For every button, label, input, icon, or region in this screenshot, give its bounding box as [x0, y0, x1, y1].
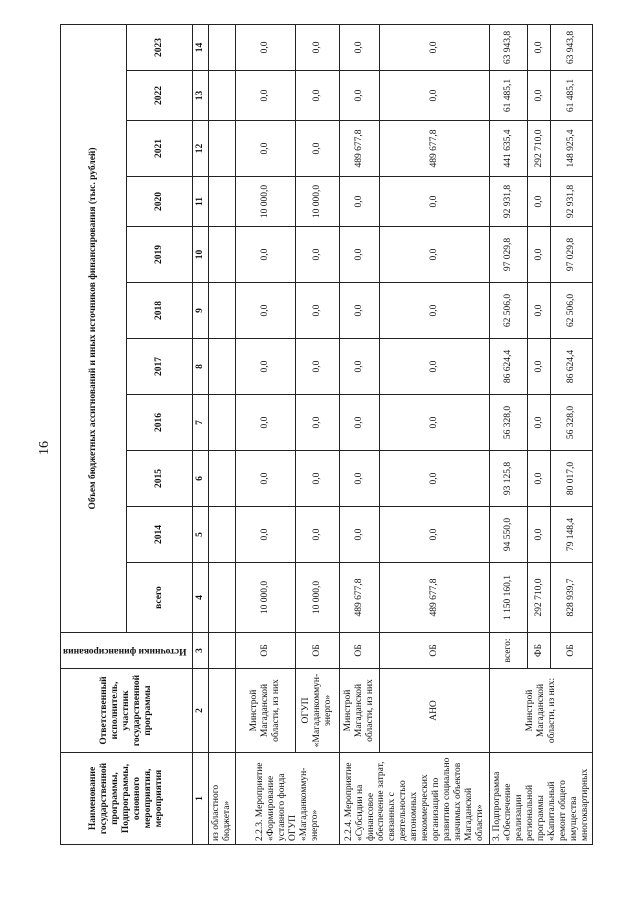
cell: 0,0 [296, 395, 340, 451]
cell: 292 710,0 [528, 563, 551, 633]
row-name: 2.2.4. Мероприятие «Субсидии на финансовое обеспечение затрат, связанных с деятельностью автономных некоммерческих организаций по развитию социально значимых объектов Магаданской области» [340, 753, 490, 845]
row-source: ФБ [528, 633, 551, 669]
cell [209, 227, 236, 283]
cell: 10 000,0 [236, 177, 296, 227]
header-year: 2023 [127, 24, 193, 70]
col-number: 2 [193, 669, 209, 753]
row-executor: Минстрой Магаданской области, из них [236, 669, 296, 753]
cell: 0,0 [236, 451, 296, 507]
col-number: 8 [193, 339, 209, 395]
header-total: всего [127, 563, 193, 633]
header-year: 2016 [127, 395, 193, 451]
cell: 489 677,8 [380, 121, 490, 177]
header-funding-title: Объем бюджетных ассигнований и иных источников финансирования (тыс. рублей) [61, 24, 127, 632]
cell: 0,0 [340, 395, 380, 451]
cell: 0,0 [296, 283, 340, 339]
col-number: 6 [193, 451, 209, 507]
col-number: 5 [193, 507, 209, 563]
cell: 0,0 [380, 339, 490, 395]
cell: 0,0 [340, 339, 380, 395]
row-executor: АНО [380, 669, 490, 753]
cell [209, 395, 236, 451]
cell: 0,0 [296, 24, 340, 70]
cell: 0,0 [380, 283, 490, 339]
cell: 489 677,8 [340, 121, 380, 177]
cell: 56 328,0 [490, 395, 528, 451]
cell: 80 017,0 [551, 451, 593, 507]
row-executor: ОГУП «Магаданкоммун-энерго» [296, 669, 340, 753]
col-number: 4 [193, 563, 209, 633]
col-number: 1 [193, 753, 209, 845]
cell: 0,0 [528, 507, 551, 563]
rotated-table-container [60, 25, 590, 845]
header-year: 2017 [127, 339, 193, 395]
row-name: 2.2.3. Мероприятие «Формирование уставного фонда ОГУП «Магаданкоммун-энерго» [236, 753, 340, 845]
cell: 0,0 [340, 283, 380, 339]
col-number: 14 [193, 24, 209, 70]
cell: 441 635,4 [490, 121, 528, 177]
col-number: 11 [193, 177, 209, 227]
cell: 148 925,4 [551, 121, 593, 177]
cell: 0,0 [236, 71, 296, 121]
col-number: 13 [193, 71, 209, 121]
cell: 0,0 [296, 227, 340, 283]
cell [209, 339, 236, 395]
cell: 94 550,0 [490, 507, 528, 563]
cell: 0,0 [236, 283, 296, 339]
row-source: ОБ [551, 633, 593, 669]
cell [209, 451, 236, 507]
cell: 61 485,1 [490, 71, 528, 121]
row-source [209, 633, 236, 669]
row-source: ОБ [236, 633, 296, 669]
row-executor: Минстрой Магаданской области, из них [340, 669, 380, 753]
cell: 0,0 [236, 395, 296, 451]
cell: 10 000,0 [296, 563, 340, 633]
cell: 0,0 [528, 395, 551, 451]
cell: 0,0 [340, 177, 380, 227]
cell [209, 563, 236, 633]
cell: 1 150 160,1 [490, 563, 528, 633]
header-col2: Ответственный исполнитель, участник государственной программы [61, 669, 193, 753]
row-source: ОБ [296, 633, 340, 669]
cell: 0,0 [340, 507, 380, 563]
cell: 92 931,8 [490, 177, 528, 227]
cell: 0,0 [380, 24, 490, 70]
funding-table [60, 24, 593, 845]
cell: 0,0 [528, 451, 551, 507]
cell: 0,0 [528, 71, 551, 121]
cell: 0,0 [296, 339, 340, 395]
row-source: ОБ [340, 633, 380, 669]
cell: 0,0 [380, 507, 490, 563]
cell: 0,0 [296, 451, 340, 507]
cell: 489 677,8 [340, 563, 380, 633]
row-source: всего: [490, 633, 528, 669]
cell: 0,0 [296, 71, 340, 121]
row-executor [209, 669, 236, 753]
cell: 62 506,0 [490, 283, 528, 339]
cell: 292 710,0 [528, 121, 551, 177]
cell [209, 121, 236, 177]
cell: 0,0 [236, 227, 296, 283]
cell: 0,0 [380, 395, 490, 451]
cell: 61 485,1 [551, 71, 593, 121]
cell: 10 000,0 [296, 177, 340, 227]
cell: 63 943,8 [551, 24, 593, 70]
cell: 0,0 [236, 24, 296, 70]
cell: 93 125,8 [490, 451, 528, 507]
cell: 63 943,8 [490, 24, 528, 70]
cell: 86 624,4 [551, 339, 593, 395]
cell: 0,0 [380, 71, 490, 121]
cell: 0,0 [236, 339, 296, 395]
header-col3-text: Источники финансирования [63, 645, 187, 656]
header-col1: Наименование государственной программы, Подпрограммы, основного мероприятия, мероприятия [61, 753, 193, 845]
row-name: 3. Подпрограмма «Обеспечение реализации региональной программы «Капитальный ремонт общего имущества многоквартирных [490, 753, 593, 845]
header-year: 2018 [127, 283, 193, 339]
row-executor: Минстрой Магаданской области, из них: [490, 669, 593, 753]
cell: 0,0 [340, 451, 380, 507]
col-number: 10 [193, 227, 209, 283]
cell: 0,0 [296, 507, 340, 563]
cell: 79 148,4 [551, 507, 593, 563]
cell [209, 71, 236, 121]
cell: 0,0 [236, 121, 296, 177]
cell: 0,0 [380, 227, 490, 283]
header-year: 2014 [127, 507, 193, 563]
page-number: 16 [37, 441, 52, 455]
cell: 86 624,4 [490, 339, 528, 395]
col-number: 7 [193, 395, 209, 451]
cell: 0,0 [340, 71, 380, 121]
cell: 0,0 [340, 227, 380, 283]
row-source: ОБ [380, 633, 490, 669]
col-number: 12 [193, 121, 209, 177]
cell [209, 507, 236, 563]
header-year: 2019 [127, 227, 193, 283]
row-name: из областного бюджета» [209, 753, 236, 845]
cell: 0,0 [380, 177, 490, 227]
header-year: 2015 [127, 451, 193, 507]
cell: 0,0 [528, 24, 551, 70]
col-number: 9 [193, 283, 209, 339]
cell: 489 677,8 [380, 563, 490, 633]
cell: 828 939,7 [551, 563, 593, 633]
cell: 0,0 [236, 507, 296, 563]
cell: 92 931,8 [551, 177, 593, 227]
cell: 0,0 [528, 339, 551, 395]
cell: 0,0 [528, 177, 551, 227]
header-year: 2020 [127, 177, 193, 227]
header-year: 2021 [127, 121, 193, 177]
cell: 10 000,0 [236, 563, 296, 633]
cell: 97 029,8 [490, 227, 528, 283]
cell: 97 029,8 [551, 227, 593, 283]
cell [209, 283, 236, 339]
cell [209, 24, 236, 70]
header-col3 [61, 633, 193, 669]
cell: 56 328,0 [551, 395, 593, 451]
col-number: 3 [193, 633, 209, 669]
header-year: 2022 [127, 71, 193, 121]
cell: 0,0 [528, 283, 551, 339]
cell: 0,0 [380, 451, 490, 507]
cell [209, 177, 236, 227]
cell: 0,0 [340, 24, 380, 70]
cell: 62 506,0 [551, 283, 593, 339]
cell: 0,0 [296, 121, 340, 177]
cell: 0,0 [528, 227, 551, 283]
